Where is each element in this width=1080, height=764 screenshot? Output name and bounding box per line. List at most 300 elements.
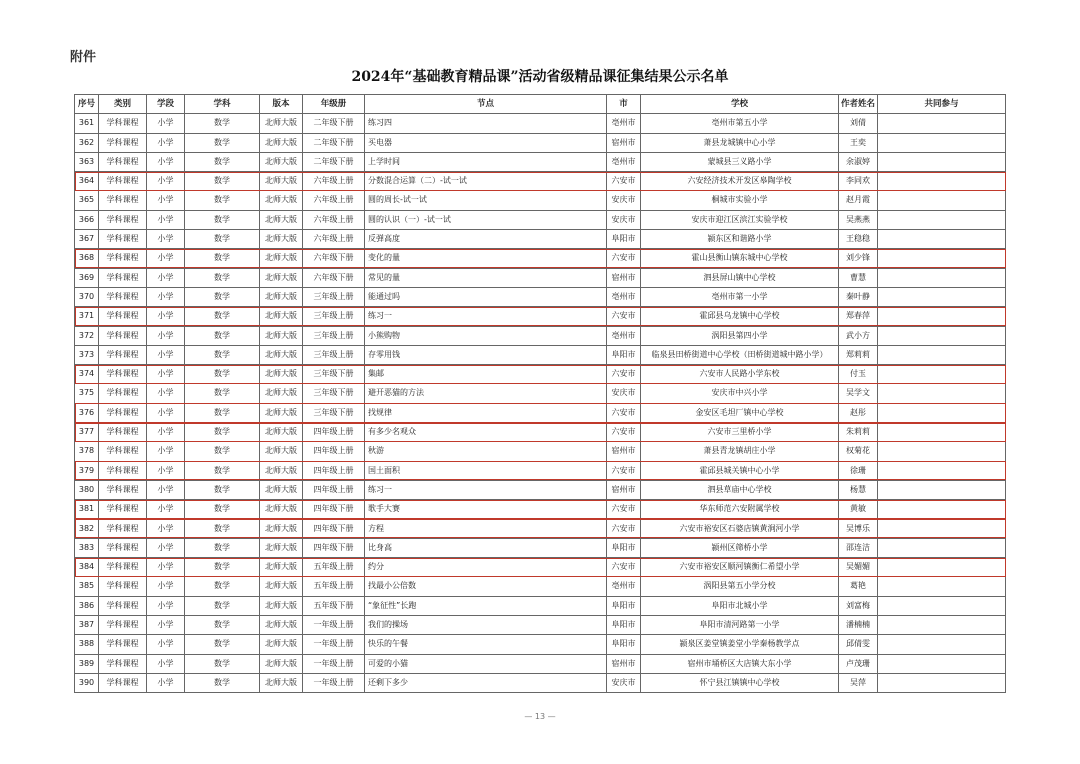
cell-coauthors [878, 500, 1006, 519]
cell-category: 学科课程 [99, 596, 147, 615]
cell-no: 382 [75, 519, 99, 538]
cell-edition: 北师大版 [260, 673, 303, 692]
cell-author: 刘少锋 [839, 249, 878, 268]
cell-grade: 四年级上册 [303, 442, 365, 461]
cell-school: 蒙城县三义路小学 [641, 152, 839, 171]
table-row [75, 172, 1006, 191]
cell-no: 371 [75, 307, 99, 326]
cell-author: 邱倩雯 [839, 635, 878, 654]
cell-edition: 北师大版 [260, 423, 303, 442]
cell-grade: 六年级下册 [303, 268, 365, 287]
cell-author: 吴燕燕 [839, 210, 878, 229]
cell-stage: 小学 [147, 635, 185, 654]
cell-school: 宿州市埇桥区大店镇大东小学 [641, 654, 839, 673]
cell-school: 颍东区和谐路小学 [641, 230, 839, 249]
cell-school: 霍邱县乌龙镇中心学校 [641, 307, 839, 326]
cell-city: 亳州市 [607, 152, 641, 171]
cell-author: 郑莉莉 [839, 345, 878, 364]
cell-subject: 数学 [185, 596, 260, 615]
cell-coauthors [878, 345, 1006, 364]
cell-school: 亳州市第五小学 [641, 114, 839, 133]
cell-stage: 小学 [147, 538, 185, 557]
cell-coauthors [878, 230, 1006, 249]
cell-no: 372 [75, 326, 99, 345]
cell-lesson: 找最小公倍数 [365, 577, 607, 596]
cell-grade: 五年级上册 [303, 558, 365, 577]
cell-school: 怀宁县江镇镇中心学校 [641, 673, 839, 692]
cell-edition: 北师大版 [260, 249, 303, 268]
cell-category: 学科课程 [99, 365, 147, 384]
cell-category: 学科课程 [99, 307, 147, 326]
cell-school: 六安市三里桥小学 [641, 423, 839, 442]
cell-author: 李同欢 [839, 172, 878, 191]
cell-stage: 小学 [147, 654, 185, 673]
cell-city: 六安市 [607, 558, 641, 577]
cell-coauthors [878, 673, 1006, 692]
table-row [75, 365, 1006, 384]
table-row [75, 403, 1006, 422]
cell-stage: 小学 [147, 230, 185, 249]
cell-grade: 一年级上册 [303, 616, 365, 635]
table-row [75, 307, 1006, 326]
cell-no: 376 [75, 403, 99, 422]
cell-coauthors [878, 268, 1006, 287]
cell-school: 金安区毛坦厂镇中心学校 [641, 403, 839, 422]
cell-city: 六安市 [607, 500, 641, 519]
header-subject: 学科 [185, 95, 260, 114]
cell-city: 亳州市 [607, 577, 641, 596]
table-row [75, 577, 1006, 596]
cell-grade: 三年级上册 [303, 345, 365, 364]
table-row [75, 673, 1006, 692]
cell-stage: 小学 [147, 423, 185, 442]
cell-city: 六安市 [607, 249, 641, 268]
cell-stage: 小学 [147, 461, 185, 480]
cell-coauthors [878, 577, 1006, 596]
cell-edition: 北师大版 [260, 268, 303, 287]
cell-edition: 北师大版 [260, 461, 303, 480]
cell-lesson: 约分 [365, 558, 607, 577]
cell-category: 学科课程 [99, 403, 147, 422]
cell-author: 杨慧 [839, 480, 878, 499]
cell-coauthors [878, 538, 1006, 557]
cell-no: 390 [75, 673, 99, 692]
cell-lesson: 练习一 [365, 307, 607, 326]
cell-subject: 数学 [185, 519, 260, 538]
cell-edition: 北师大版 [260, 442, 303, 461]
cell-lesson: 还剩下多少 [365, 673, 607, 692]
cell-city: 宿州市 [607, 654, 641, 673]
cell-grade: 四年级上册 [303, 423, 365, 442]
cell-city: 六安市 [607, 307, 641, 326]
cell-subject: 数学 [185, 249, 260, 268]
table-row [75, 461, 1006, 480]
cell-city: 六安市 [607, 365, 641, 384]
table-row [75, 191, 1006, 210]
cell-stage: 小学 [147, 500, 185, 519]
cell-no: 368 [75, 249, 99, 268]
cell-grade: 五年级上册 [303, 577, 365, 596]
cell-stage: 小学 [147, 152, 185, 171]
cell-no: 384 [75, 558, 99, 577]
cell-stage: 小学 [147, 210, 185, 229]
cell-city: 六安市 [607, 461, 641, 480]
cell-subject: 数学 [185, 577, 260, 596]
table-row [75, 326, 1006, 345]
cell-coauthors [878, 287, 1006, 306]
cell-school: 亳州市第一小学 [641, 287, 839, 306]
cell-lesson: 圆的周长-试一试 [365, 191, 607, 210]
cell-city: 亳州市 [607, 326, 641, 345]
cell-no: 373 [75, 345, 99, 364]
cell-stage: 小学 [147, 403, 185, 422]
cell-lesson: “象征性”长跑 [365, 596, 607, 615]
cell-subject: 数学 [185, 191, 260, 210]
cell-coauthors [878, 461, 1006, 480]
cell-category: 学科课程 [99, 635, 147, 654]
cell-grade: 四年级上册 [303, 461, 365, 480]
cell-author: 吴学文 [839, 384, 878, 403]
cell-category: 学科课程 [99, 616, 147, 635]
cell-lesson: 常见的量 [365, 268, 607, 287]
cell-grade: 三年级上册 [303, 287, 365, 306]
cell-school: 六安市裕安区石婆店镇黄涧河小学 [641, 519, 839, 538]
cell-coauthors [878, 480, 1006, 499]
cell-no: 369 [75, 268, 99, 287]
cell-author: 吴博乐 [839, 519, 878, 538]
cell-subject: 数学 [185, 635, 260, 654]
cell-stage: 小学 [147, 307, 185, 326]
cell-author: 卢茂珊 [839, 654, 878, 673]
cell-lesson: 国土面积 [365, 461, 607, 480]
table-row [75, 480, 1006, 499]
cell-edition: 北师大版 [260, 577, 303, 596]
cell-category: 学科课程 [99, 384, 147, 403]
cell-city: 阜阳市 [607, 635, 641, 654]
cell-coauthors [878, 519, 1006, 538]
cell-lesson: 我们的操场 [365, 616, 607, 635]
cell-school: 萧县龙城镇中心小学 [641, 133, 839, 152]
cell-category: 学科课程 [99, 423, 147, 442]
cell-author: 曹慧 [839, 268, 878, 287]
cell-no: 366 [75, 210, 99, 229]
cell-edition: 北师大版 [260, 635, 303, 654]
cell-no: 375 [75, 384, 99, 403]
cell-edition: 北师大版 [260, 403, 303, 422]
cell-lesson: 能通过吗 [365, 287, 607, 306]
cell-coauthors [878, 307, 1006, 326]
cell-edition: 北师大版 [260, 365, 303, 384]
cell-stage: 小学 [147, 345, 185, 364]
cell-category: 学科课程 [99, 519, 147, 538]
cell-grade: 五年级下册 [303, 596, 365, 615]
cell-lesson: 避开恶猫的方法 [365, 384, 607, 403]
cell-city: 宿州市 [607, 133, 641, 152]
table-row [75, 654, 1006, 673]
cell-city: 安庆市 [607, 673, 641, 692]
cell-no: 388 [75, 635, 99, 654]
cell-grade: 三年级上册 [303, 326, 365, 345]
cell-city: 安庆市 [607, 210, 641, 229]
cell-category: 学科课程 [99, 442, 147, 461]
cell-grade: 一年级上册 [303, 654, 365, 673]
cell-author: 赵彤 [839, 403, 878, 422]
cell-no: 364 [75, 172, 99, 191]
cell-subject: 数学 [185, 133, 260, 152]
cell-school: 安庆市中兴小学 [641, 384, 839, 403]
cell-no: 362 [75, 133, 99, 152]
cell-category: 学科课程 [99, 191, 147, 210]
header-coauthors: 共同参与 [878, 95, 1006, 114]
cell-author: 秦叶静 [839, 287, 878, 306]
cell-grade: 三年级上册 [303, 307, 365, 326]
cell-grade: 四年级下册 [303, 519, 365, 538]
header-stage: 学段 [147, 95, 185, 114]
cell-stage: 小学 [147, 616, 185, 635]
cell-subject: 数学 [185, 558, 260, 577]
annex-label: 附件 [70, 50, 97, 65]
cell-category: 学科课程 [99, 500, 147, 519]
cell-lesson: 存零用钱 [365, 345, 607, 364]
cell-stage: 小学 [147, 519, 185, 538]
cell-edition: 北师大版 [260, 500, 303, 519]
cell-coauthors [878, 635, 1006, 654]
cell-no: 380 [75, 480, 99, 499]
cell-edition: 北师大版 [260, 345, 303, 364]
cell-edition: 北师大版 [260, 326, 303, 345]
table-row [75, 384, 1006, 403]
cell-stage: 小学 [147, 191, 185, 210]
cell-grade: 四年级下册 [303, 500, 365, 519]
cell-grade: 三年级下册 [303, 365, 365, 384]
cell-edition: 北师大版 [260, 654, 303, 673]
cell-city: 六安市 [607, 403, 641, 422]
header-edition: 版本 [260, 95, 303, 114]
table-row [75, 210, 1006, 229]
cell-category: 学科课程 [99, 210, 147, 229]
cell-subject: 数学 [185, 210, 260, 229]
cell-no: 365 [75, 191, 99, 210]
cell-author: 潘楠楠 [839, 616, 878, 635]
cell-category: 学科课程 [99, 577, 147, 596]
cell-no: 374 [75, 365, 99, 384]
table-row [75, 423, 1006, 442]
cell-no: 387 [75, 616, 99, 635]
cell-school: 六安市人民路小学东校 [641, 365, 839, 384]
cell-school: 阜阳市北城小学 [641, 596, 839, 615]
cell-coauthors [878, 616, 1006, 635]
cell-grade: 二年级下册 [303, 152, 365, 171]
cell-grade: 二年级下册 [303, 114, 365, 133]
cell-edition: 北师大版 [260, 230, 303, 249]
cell-category: 学科课程 [99, 287, 147, 306]
cell-coauthors [878, 172, 1006, 191]
table-row [75, 519, 1006, 538]
table-row [75, 345, 1006, 364]
cell-grade: 四年级上册 [303, 480, 365, 499]
cell-grade: 三年级下册 [303, 403, 365, 422]
cell-category: 学科课程 [99, 133, 147, 152]
table-row [75, 635, 1006, 654]
table-row [75, 230, 1006, 249]
cell-author: 权菊花 [839, 442, 878, 461]
cell-coauthors [878, 596, 1006, 615]
cell-no: 370 [75, 287, 99, 306]
cell-city: 阜阳市 [607, 616, 641, 635]
cell-stage: 小学 [147, 365, 185, 384]
cell-no: 367 [75, 230, 99, 249]
cell-no: 361 [75, 114, 99, 133]
cell-edition: 北师大版 [260, 558, 303, 577]
cell-subject: 数学 [185, 287, 260, 306]
cell-stage: 小学 [147, 442, 185, 461]
cell-city: 阜阳市 [607, 538, 641, 557]
cell-category: 学科课程 [99, 538, 147, 557]
cell-lesson: 歌手大赛 [365, 500, 607, 519]
table-row [75, 114, 1006, 133]
cell-city: 阜阳市 [607, 345, 641, 364]
cell-no: 385 [75, 577, 99, 596]
cell-no: 379 [75, 461, 99, 480]
cell-school: 临泉县田桥街道中心学校（田桥街道城中路小学） [641, 345, 839, 364]
cell-school: 阜阳市清河路第一小学 [641, 616, 839, 635]
cell-city: 六安市 [607, 172, 641, 191]
cell-lesson: 上学时间 [365, 152, 607, 171]
cell-category: 学科课程 [99, 673, 147, 692]
cell-grade: 四年级下册 [303, 538, 365, 557]
cell-school: 华东师范六安附属学校 [641, 500, 839, 519]
cell-author: 刘倩 [839, 114, 878, 133]
cell-lesson: 圆的认识（一）-试一试 [365, 210, 607, 229]
cell-edition: 北师大版 [260, 307, 303, 326]
cell-author: 徐珊 [839, 461, 878, 480]
cell-city: 安庆市 [607, 384, 641, 403]
cell-category: 学科课程 [99, 345, 147, 364]
cell-city: 阜阳市 [607, 230, 641, 249]
header-category: 类别 [99, 95, 147, 114]
cell-subject: 数学 [185, 673, 260, 692]
cell-no: 386 [75, 596, 99, 615]
cell-lesson: 练习一 [365, 480, 607, 499]
cell-no: 389 [75, 654, 99, 673]
cell-coauthors [878, 384, 1006, 403]
cell-subject: 数学 [185, 442, 260, 461]
cell-no: 383 [75, 538, 99, 557]
cell-edition: 北师大版 [260, 519, 303, 538]
cell-grade: 六年级上册 [303, 230, 365, 249]
cell-subject: 数学 [185, 307, 260, 326]
cell-no: 381 [75, 500, 99, 519]
cell-coauthors [878, 114, 1006, 133]
cell-stage: 小学 [147, 268, 185, 287]
cell-category: 学科课程 [99, 461, 147, 480]
cell-city: 安庆市 [607, 191, 641, 210]
cell-school: 六安经济技术开发区皋陶学校 [641, 172, 839, 191]
table-row [75, 268, 1006, 287]
cell-stage: 小学 [147, 326, 185, 345]
cell-edition: 北师大版 [260, 616, 303, 635]
header-school: 学校 [641, 95, 839, 114]
cell-coauthors [878, 403, 1006, 422]
cell-school: 霍邱县城关镇中心小学 [641, 461, 839, 480]
table-row [75, 249, 1006, 268]
cell-city: 阜阳市 [607, 596, 641, 615]
cell-lesson: 反弹高度 [365, 230, 607, 249]
cell-subject: 数学 [185, 480, 260, 499]
cell-edition: 北师大版 [260, 384, 303, 403]
cell-school: 六安市裕安区顺河镇衡仁希望小学 [641, 558, 839, 577]
cell-category: 学科课程 [99, 480, 147, 499]
cell-coauthors [878, 191, 1006, 210]
cell-grade: 六年级上册 [303, 172, 365, 191]
cell-author: 黄敏 [839, 500, 878, 519]
cell-coauthors [878, 133, 1006, 152]
header-no: 序号 [75, 95, 99, 114]
cell-edition: 北师大版 [260, 191, 303, 210]
cell-lesson: 小熊购物 [365, 326, 607, 345]
cell-school: 萧县青龙镇胡庄小学 [641, 442, 839, 461]
cell-category: 学科课程 [99, 152, 147, 171]
cell-school: 涡阳县第五小学分校 [641, 577, 839, 596]
cell-no: 378 [75, 442, 99, 461]
header-author: 作者姓名 [839, 95, 878, 114]
cell-school: 桐城市实验小学 [641, 191, 839, 210]
header-lesson: 节点 [365, 95, 607, 114]
cell-subject: 数学 [185, 500, 260, 519]
cell-author: 赵月霞 [839, 191, 878, 210]
table-row [75, 442, 1006, 461]
cell-school: 泗县屏山镇中心学校 [641, 268, 839, 287]
cell-subject: 数学 [185, 423, 260, 442]
cell-school: 泗县草庙中心学校 [641, 480, 839, 499]
cell-author: 王奕 [839, 133, 878, 152]
cell-subject: 数学 [185, 230, 260, 249]
table-row [75, 596, 1006, 615]
table-row [75, 152, 1006, 171]
cell-grade: 三年级下册 [303, 384, 365, 403]
cell-author: 付玉 [839, 365, 878, 384]
cell-grade: 一年级上册 [303, 673, 365, 692]
cell-author: 王稳稳 [839, 230, 878, 249]
cell-grade: 一年级上册 [303, 635, 365, 654]
cell-stage: 小学 [147, 577, 185, 596]
cell-author: 邵连洁 [839, 538, 878, 557]
table-row [75, 616, 1006, 635]
cell-author: 郑春萍 [839, 307, 878, 326]
cell-city: 宿州市 [607, 480, 641, 499]
cell-author: 葛艳 [839, 577, 878, 596]
cell-subject: 数学 [185, 461, 260, 480]
cell-lesson: 可爱的小猫 [365, 654, 607, 673]
cell-stage: 小学 [147, 172, 185, 191]
cell-category: 学科课程 [99, 268, 147, 287]
cell-coauthors [878, 558, 1006, 577]
cell-subject: 数学 [185, 152, 260, 171]
cell-lesson: 练习四 [365, 114, 607, 133]
cell-category: 学科课程 [99, 230, 147, 249]
cell-lesson: 比身高 [365, 538, 607, 557]
table-row [75, 538, 1006, 557]
cell-coauthors [878, 654, 1006, 673]
cell-stage: 小学 [147, 384, 185, 403]
cell-lesson: 变化的量 [365, 249, 607, 268]
cell-no: 377 [75, 423, 99, 442]
cell-stage: 小学 [147, 249, 185, 268]
cell-grade: 六年级上册 [303, 210, 365, 229]
cell-stage: 小学 [147, 480, 185, 499]
cell-category: 学科课程 [99, 558, 147, 577]
cell-stage: 小学 [147, 558, 185, 577]
